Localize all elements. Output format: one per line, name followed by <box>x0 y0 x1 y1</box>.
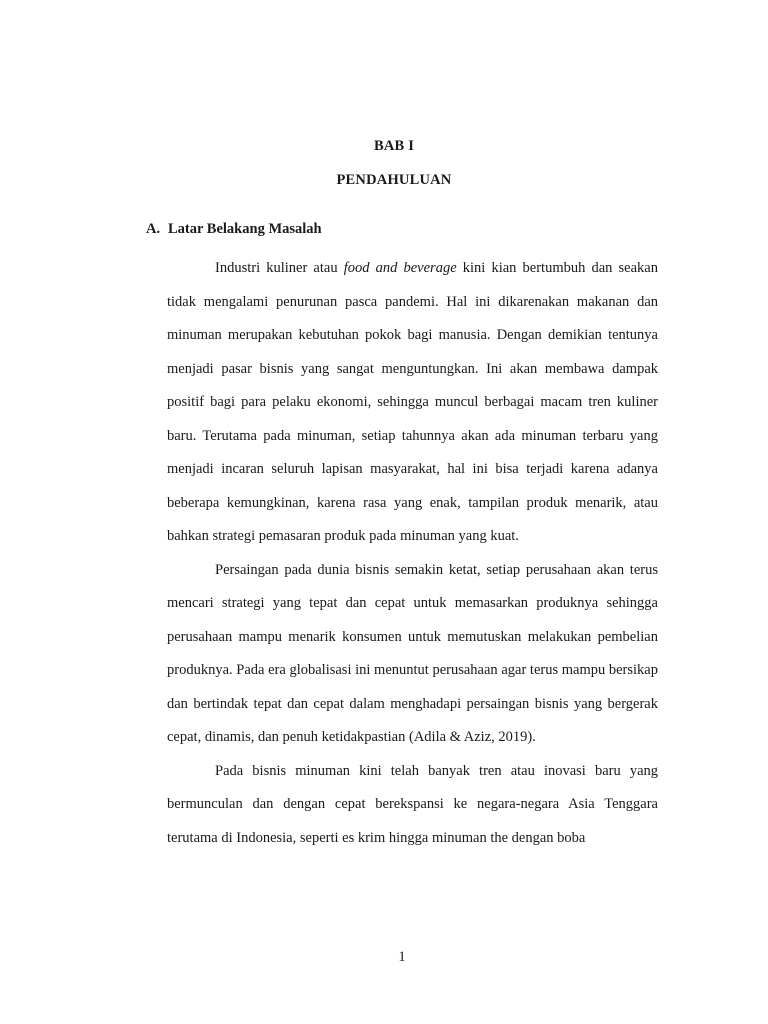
paragraph-1-lead: Industri kuliner atau <box>215 260 344 276</box>
section-title: Latar Belakang Masalah <box>168 221 322 237</box>
paragraph-1 <box>167 252 658 554</box>
paragraph-1-rest: kini kian bertumbuh dan seakan tidak mengalami penurunan pasca pandemi. Hal ini dikarenakan makanan dan minuman merupakan kebutuhan pokok bagi manusia. Dengan demikian tentunya menjadi pasar bisnis yang sangat menguntungkan. Ini akan membawa dampak positif bagi para pelaku ekonomi, sehingga muncul berbagai macam tren kuliner baru. Terutama pada minuman, setiap tahunnya akan ada minuman terbaru yang menjadi incaran seluruh lapisan masyarakat, hal ini bisa terjadi karena adanya beberapa kemungkinan, karena rasa yang enak, tampilan produk menarik, atau bahkan strategi pemasaran produk pada minuman yang kuat. <box>167 260 658 544</box>
chapter-title: PENDAHULUAN <box>336 172 452 188</box>
chapter-number: BAB I <box>373 138 415 154</box>
paragraph-1-italic-term: food and beverage <box>343 260 457 276</box>
section-heading <box>146 221 322 238</box>
paragraph-2: Persaingan pada dunia bisnis semakin ketat, setiap perusahaan akan terus mencari strategi yang tepat dan cepat untuk memasarkan produknya sehingga perusahaan mampu menarik konsumen untuk memutuskan melakukan pembelian produknya. Pada era globalisasi ini menuntut perusahaan agar terus mampu bersikap dan bertindak tepat dan cepat dalam menghadapi persaingan bisnis yang bergerak cepat, dinamis, dan penuh ketidakpastian (Adila & Aziz, 2019). <box>167 561 658 745</box>
page-number: 1 <box>398 949 406 965</box>
paragraph-3: Pada bisnis minuman kini telah banyak tren atau inovasi baru yang bermunculan dan dengan cepat berekspansi ke negara-negara Asia Tenggara terutama di Indonesia, seperti es krim hingga minuman the dengan boba <box>167 762 658 846</box>
body-text <box>167 252 658 855</box>
section-marker: A. <box>146 221 161 237</box>
